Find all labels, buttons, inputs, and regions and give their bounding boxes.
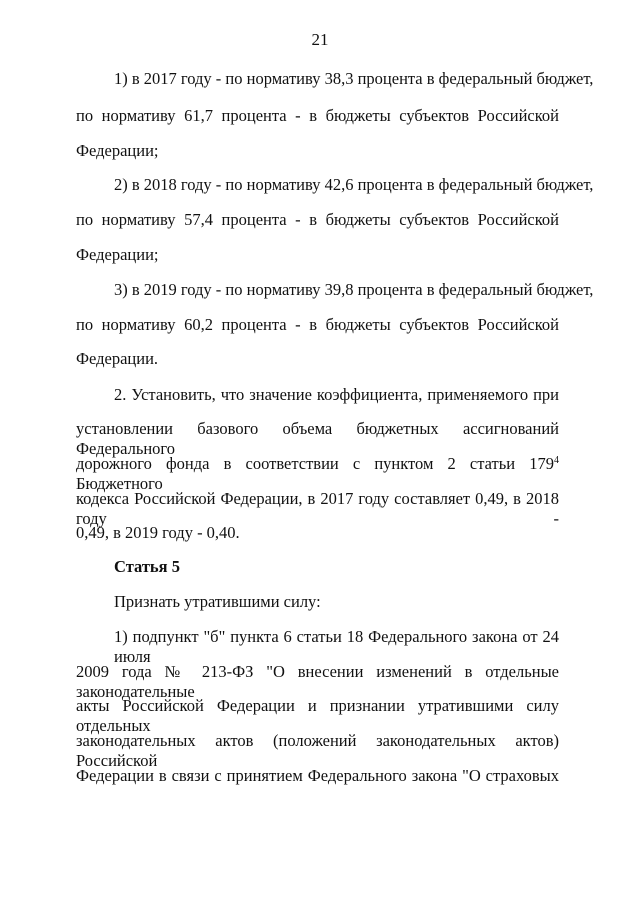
paragraph-line: по нормативу 57,4 процента - в бюджеты субъектов Российской [76,210,559,229]
page-number: 21 [311,30,329,49]
line-text: дорожного фонда в соответствии с пунктом 2 статьи 179 [76,454,554,473]
paragraph-line: кодекса Российской Федерации, в 2017 году составляет 0,49, в 2018 году - [76,489,559,528]
paragraph-line: 2) в 2018 году - по нормативу 42,6 процента в федеральный бюджет, [114,175,594,194]
paragraph-line: акты Российской Федерации и признании утратившими силу отдельных [76,696,559,735]
paragraph-line: 3) в 2019 году - по нормативу 39,8 процента в федеральный бюджет, [114,280,594,299]
paragraph-line: 2. Установить, что значение коэффициента, применяемого при [114,385,559,404]
paragraph-line: 2009 года № 213-ФЗ "О внесении изменений в отдельные законодательные [76,662,559,701]
article-heading: Статья 5 [114,557,180,576]
superscript: 4 [554,455,559,466]
paragraph-line: по нормативу 60,2 процента - в бюджеты субъектов Российской [76,315,559,334]
paragraph-5: Признать утратившими силу: [114,592,321,611]
paragraph-line: Федерации. [76,349,159,368]
paragraph-line: Федерации в связи с принятием Федерального закона "О страховых [76,766,559,785]
paragraph-line: 1) подпункт "б" пункта 6 статьи 18 Федерального закона от 24 июля [114,627,559,666]
paragraph-line: по нормативу 61,7 процента - в бюджеты субъектов Российской [76,106,559,125]
paragraph-line: законодательных актов (положений законодательных актов) Российской [76,731,559,770]
paragraph-line: 0,49, в 2019 году - 0,40. [76,523,240,542]
paragraph-line: Федерации; [76,245,159,264]
paragraph-line: установлении базового объема бюджетных ассигнований Федерального [76,419,559,458]
paragraph-line: 1) в 2017 году - по нормативу 38,3 процента в федеральный бюджет, [114,69,594,88]
paragraph-line [76,454,559,494]
paragraph-line: Федерации; [76,141,159,160]
line-text: Бюджетного [76,474,163,493]
